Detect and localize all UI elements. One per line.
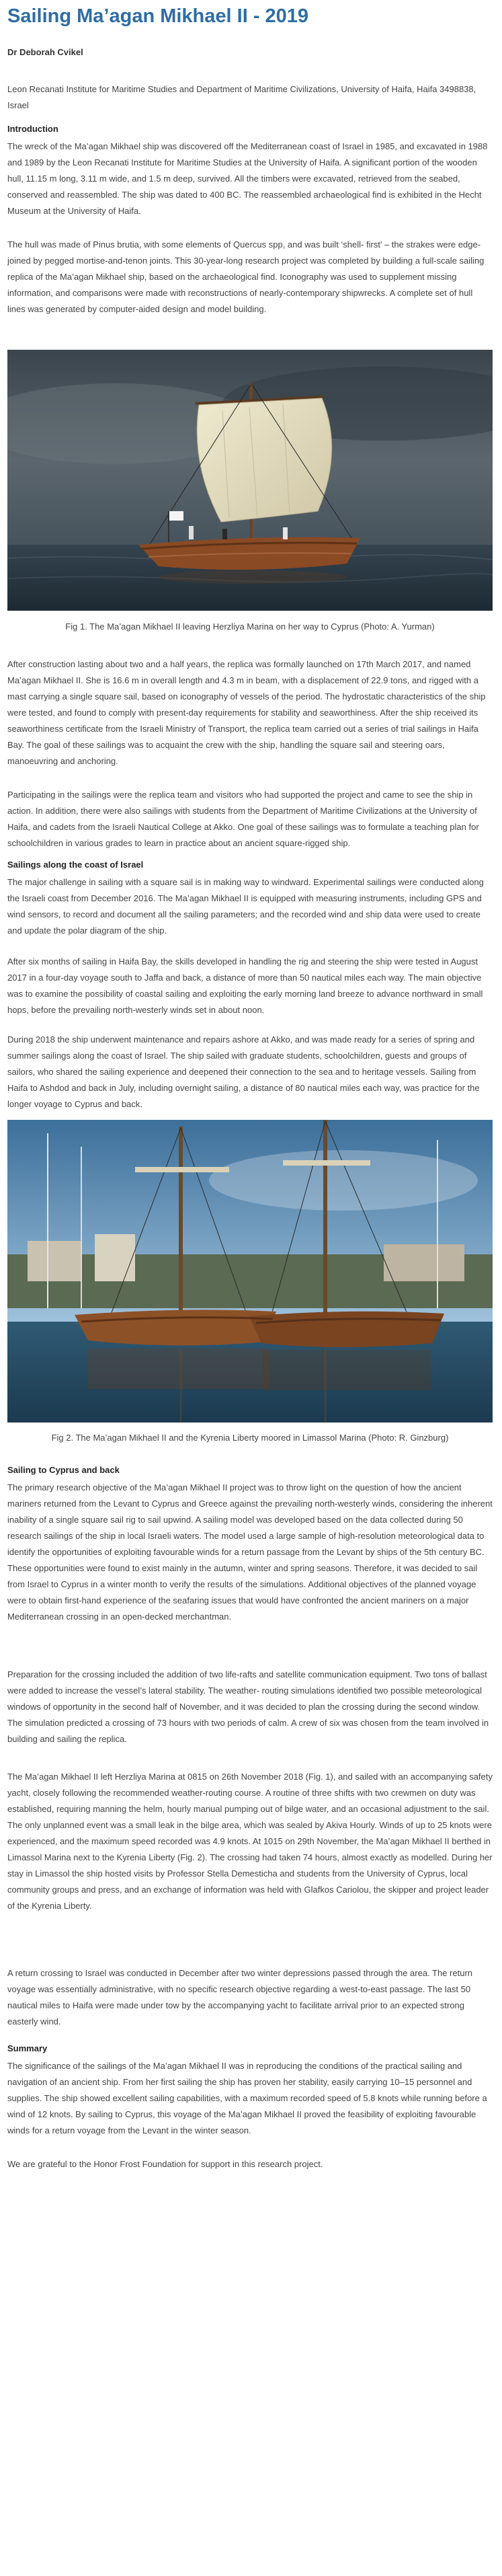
section-heading-summary: Summary bbox=[7, 2043, 48, 2053]
author-affiliation: Leon Recanati Institute for Maritime Studies and Department of Maritime Civilizations, University of Haifa, Haifa 3498838, Israel bbox=[7, 84, 476, 110]
section-heading-introduction: Introduction bbox=[7, 124, 58, 134]
figure-2-caption: Fig 2. The Ma’agan Mikhael II and the Kyrenia Liberty moored in Limassol Marina (Photo: R. Ginzburg) bbox=[51, 1433, 449, 1443]
section-heading-coast: Sailings along the coast of Israel bbox=[7, 860, 144, 870]
figure-1-caption: Fig 1. The Ma’agan Mikhael II leaving Herzliya Marina on her way to Cyprus (Photo: A. Yurman) bbox=[65, 621, 435, 632]
paragraph-cyprus-4: A return crossing to Israel was conducted in December after two winter depressions passed through the area. The return voyage was essentially administrative, with no specific research objective regarding a west-to-east passage. The last 50 nautical miles to Haifa were made under tow by the accompanying yacht to facilitate arrival prior to an expected strong easterly wind. bbox=[7, 1968, 473, 2026]
paragraph-body-1: After construction lasting about two and a half years, the replica was formally launched on 17th March 2017, and named Ma’agan Mikhael II. She is 16.6 m in overall length and 4.3 m in beam, with a displacement of 22.9 tons, and rigged with a mast carrying a single square sail, based on iconography of vessels of the period. The hydrostatic characteristics of the ship were tested, and found to comply with present-day requirements for stability and seaworthiness. After the ship received its seaworthiness certificate from the Israeli Ministry of Transport, the replica team carried out a series of trial sailings in Haifa Bay. The goal of these sailings was to acquaint the crew with the ship, handling the square sail and steering oars, manoeuvring and anchoring. bbox=[7, 659, 486, 766]
paragraph-summary-1: The significance of the sailings of the Ma’agan Mikhael II was in reproducing the conditions of the practical sailing and navigation of an ancient ship. From her first sailing the ship has proven her stability, easily carrying 10–15 personnel and supplies. The ship showed excellent sailing capabilities, with a maximum recorded speed of 5.8 knots while running before a wind of 12 knots. By sailing to Cyprus, this voyage of the Ma’agan Mikhael II proved the feasibility of exploiting favourable winds for a return voyage from the Levant in the winter season. bbox=[7, 2061, 487, 2135]
paragraph-cyprus-1: The primary research objective of the Ma’agan Mikhael II project was to throw light on the question of how the ancient mariners returned from the Levant to Cyprus and Greece against the prevailing north-westerly winds, considering the inherent inability of a single square sail rig to sail upwind. A sailing model was developed based on the data collected during 50 research sailings of the ship in local Israeli waters. The model used a large sample of high-resolution meteorological data to identify the opportunities of exploiting favourable winds for a return passage from the Levant by ships of the 5th century BC. These opportunities were found to exist mainly in the autumn, winter and spring seasons. Therefore, it was decided to sail from Israel to Cyprus in a winter month to verify the results of the simulations. Additional objectives of the planned voyage were to obtain first-hand experience of the seafaring issues that would have confronted the ancient mariners on a major Mediterranean crossing in an open-decked merchantman. bbox=[7, 1482, 493, 1622]
sailing-ship-photo-icon bbox=[7, 350, 493, 611]
paragraph-intro-2: The hull was made of Pinus brutia, with some elements of Quercus spp, and was built ‘shell- first’ – the strakes were edge-joined by pegged mortise-and-tenon joints. This 30-year-long research project was completed by building a full-scale sailing replica of the Ma’agan Mikhael ship, based on the archaeological find. Iconography was used to supplement missing information, and comparisons were made with reconstructions of nearly-contemporary shipwrecks. A complete set of hull lines was generated by computer-aided design and model building. bbox=[7, 239, 485, 314]
paragraph-cyprus-2: Preparation for the crossing included the addition of two life-rafts and satellite communication equipment. Two tons of ballast were added to increase the vessel’s lateral stability. The weather- routing simulations identified two possible meteorological windows of opportunity in the second half of November, and it was decided to plan the crossing during the second window. The simulation predicted a crossing of 73 hours with two periods of calm. A crew of six was chosen from the team involved in building and sailing the replica. bbox=[7, 1669, 489, 1744]
section-heading-cyprus: Sailing to Cyprus and back bbox=[7, 1465, 120, 1475]
acknowledgement: We are grateful to the Honor Frost Foundation for support in this research project. bbox=[7, 2159, 323, 2169]
paragraph-body-2: Participating in the sailings were the replica team and visitors who had supported the project and came to see the ship in action. In addition, there were also sailings with students from the Department of Maritime Civilizations at the University of Haifa, and cadets from the Israeli Nautical College at Akko. One goal of these sailings was to formulate a teaching plan for schoolchildren in various grades to learn in practice about an ancient square-rigged ship. bbox=[7, 790, 479, 848]
page-title: Sailing Ma’agan Mikhael II - 2019 bbox=[7, 5, 309, 27]
figure-2-photo bbox=[7, 1120, 493, 1423]
paragraph-coast-3: During 2018 the ship underwent maintenance and repairs ashore at Akko, and was made ready for a series of spring and summer sailings along the coast of Israel. The ship sailed with graduate students, schoolchildren, guests and groups of sailors, who shared the sailing experience and deepened their connection to the sea and to heritage vessels. Sailing from Haifa to Ashdod and back in July, including overnight sailing, a distance of 80 nautical miles each way, was practice for the longer voyage to Cyprus and back. bbox=[7, 1034, 480, 1109]
moored-ships-photo-icon bbox=[7, 1120, 493, 1423]
figure-1-photo bbox=[7, 350, 493, 611]
author-name: Dr Deborah Cvikel bbox=[7, 47, 83, 57]
paragraph-cyprus-3: The Ma’agan Mikhael II left Herzliya Marina at 0815 on 26th November 2018 (Fig. 1), and sailed with an accompanying safety yacht, closely following the recommended weather-routing course. A routine of three shifts with two crewmen on duty was established, requiring manning the helm, hourly manual pumping out of bilge water, and an occasional adjustment to the sail. The only unplanned event was a small leak in the bilge area, which was sealed by Akiva Hourly. Winds of up to 25 knots were experienced, and the maximum speed recorded was 4.9 knots. At 1015 on 29th November, the Ma’agan Mikhael II berthed in Limassol Marina next to the Kyrenia Liberty (Fig. 2). The crossing had taken 74 hours, almost exactly as modelled. During her stay in Limassol the ship hosted visits by Professor Stella Demesticha and students from the University of Cyprus, local community groups and press, and an exchange of information was held with Glafkos Cariolou, the skipper and project leader of the Kyrenia Liberty. bbox=[7, 1772, 493, 1911]
paragraph-coast-2: After six months of sailing in Haifa Bay, the skills developed in handling the rig and steering the ship were tested in August 2017 in a four-day voyage south to Jaffa and back, a distance of more than 50 nautical miles each way. The main objective was to examine the possibility of coastal sailing and exploiting the early morning land breeze to advance northward in small hops, before the prevailing north-westerly winds set in about noon. bbox=[7, 956, 483, 1015]
paragraph-coast-1: The major challenge in sailing with a square sail is in making way to windward. Experimental sailings were conducted along the Israeli coast from December 2016. The Ma’agan Mikhael II is equipped with measuring instruments, including GPS and wind sensors, to record and document all the sailing parameters; and the recorded wind and ship data were used to create and update the polar diagram of the ship. bbox=[7, 877, 484, 936]
paragraph-intro-1: The wreck of the Ma’agan Mikhael ship was discovered off the Mediterranean coast of Israel in 1985, and excavated in 1988 and 1989 by the Leon Recanati Institute for Maritime Studies at the University of Haifa. A significant portion of the wooden hull, 11.15 m long, 3.11 m wide, and 1.5 m deep, survived. All the timbers were excavated, retrieved from the seabed, conserved and reassembled. The ship was dated to 400 BC. The reassembled archaeological find is exhibited in the Hecht Museum at the University of Haifa. bbox=[7, 141, 488, 216]
